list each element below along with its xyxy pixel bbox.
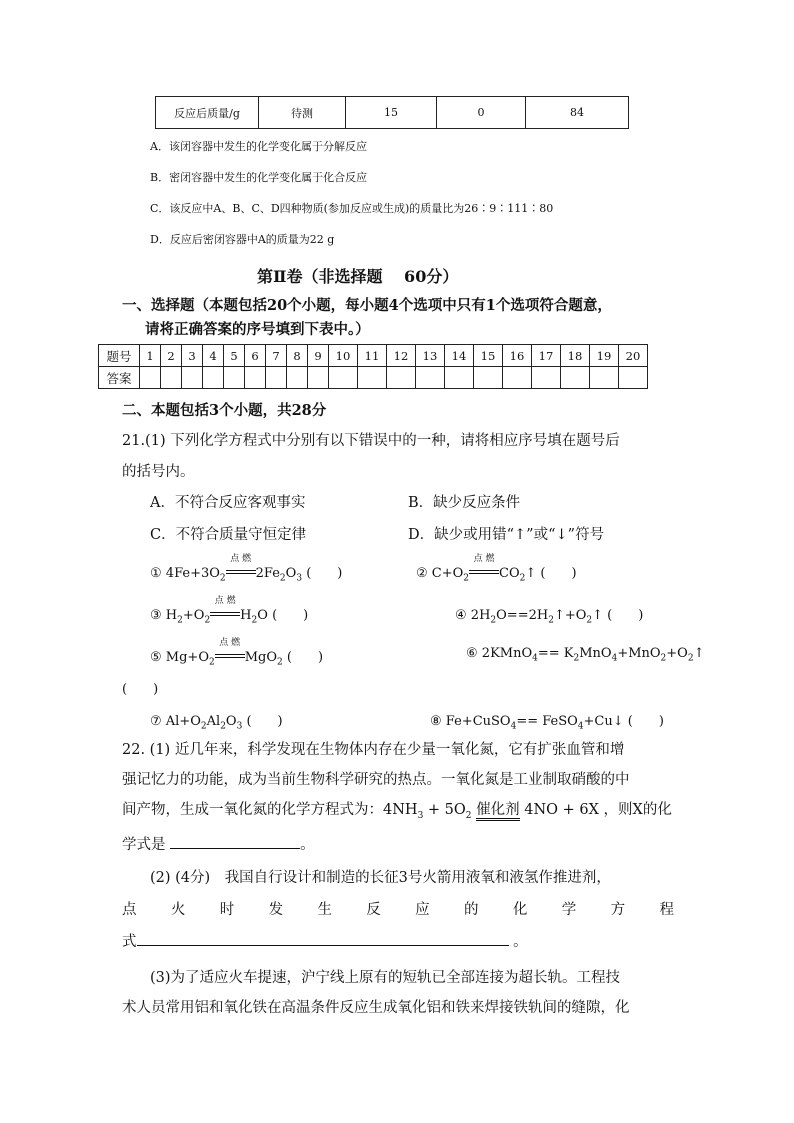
answer-cell[interactable]: [161, 367, 182, 389]
answer-cell[interactable]: [308, 367, 329, 389]
answer-label: 答案: [99, 367, 140, 389]
section2-heading: 二、本题包括3个小题，共28分: [122, 402, 327, 419]
answer-cell[interactable]: [358, 367, 387, 389]
answer-blank[interactable]: ( ): [607, 608, 644, 623]
number-label: 题号: [99, 345, 140, 367]
answer-blank[interactable]: [170, 833, 300, 849]
equation-4: ④ $2H_2O==2H_2↑+O_2↑$ ( ): [455, 608, 644, 626]
q22-p2-line2: 点 火 时 发 生 反 应 的 化 学 方 程: [122, 902, 674, 918]
reaction-condition: 点 燃: [469, 566, 499, 581]
question-number: 9: [308, 345, 329, 367]
table-cell: 待测: [259, 97, 346, 129]
reaction-condition: 点 燃: [215, 650, 245, 665]
question-number: 1: [140, 345, 161, 367]
question-number: 17: [532, 345, 561, 367]
q21-option-a: A．不符合反应客观事实: [150, 495, 306, 511]
answer-cell[interactable]: [203, 367, 224, 389]
answer-cell[interactable]: [224, 367, 245, 389]
equation-2: ② $C+O_2$ 点 燃 $CO_2↑$ ( ): [416, 554, 577, 584]
answer-blank[interactable]: [137, 930, 509, 946]
equation-3: ③ $H_2+O_2$ 点 燃 $H_2O$ ( ): [150, 596, 309, 626]
answer-cell[interactable]: [416, 367, 445, 389]
question-number: 10: [329, 345, 358, 367]
answer-number-row: [99, 345, 648, 367]
question-number: 15: [474, 345, 503, 367]
equation-8: ⑧ Fe+CuSO$_4$== FeSO$_4$+Cu↓ ( ): [430, 714, 664, 732]
answer-cell[interactable]: [445, 367, 474, 389]
answer-row: [99, 367, 648, 389]
table-cell: 84: [526, 97, 629, 129]
question-number: 7: [266, 345, 287, 367]
question-number: 3: [182, 345, 203, 367]
q21-option-b: B．缺少反应条件: [408, 495, 521, 511]
equation-6: ⑥ 2KMnO$_4$== $K_2MnO_4+MnO_2+O_2↑$: [466, 646, 705, 664]
answer-cell[interactable]: [329, 367, 358, 389]
answer-cell[interactable]: [245, 367, 266, 389]
option-a: A．该闭容器中发生的化学变化属于分解反应: [150, 140, 367, 153]
question-number: 2: [161, 345, 182, 367]
section1-line2: 请将正确答案的序号填到下表中。）: [145, 321, 370, 338]
question-number: 11: [358, 345, 387, 367]
q21-option-d: D．缺少或用错“↑”或“↓”符号: [408, 527, 605, 543]
answer-cell[interactable]: [532, 367, 561, 389]
answer-blank[interactable]: ( ): [627, 714, 664, 729]
q22-p3-line1: (3)为了适应火车提速，沪宁线上原有的短轨已全部连接为超长轨。工程技: [150, 970, 621, 986]
question-number: 12: [387, 345, 416, 367]
answer-cell[interactable]: [182, 367, 203, 389]
q21-line1: 21.(1) 下列化学方程式中分别有以下错误中的一种，请将相应序号填在题号后: [122, 433, 620, 449]
answer-blank[interactable]: ( ): [286, 650, 324, 665]
reaction-condition: 点 燃: [210, 608, 240, 623]
answer-blank[interactable]: ( ): [246, 714, 283, 729]
reaction-condition: 点 燃: [226, 566, 256, 581]
answer-cell[interactable]: [474, 367, 503, 389]
answer-cell[interactable]: [387, 367, 416, 389]
option-d: D．反应后密闭容器中A的质量为22 g: [150, 233, 335, 246]
equation-7: ⑦ $Al+O_2Al_2O_3$ ( ): [150, 714, 283, 732]
result-mass-table: [155, 96, 629, 129]
q21-option-c: C．不符合质量守恒定律: [150, 527, 307, 543]
question-number: 19: [590, 345, 619, 367]
row-label: 反应后质量/g: [156, 97, 259, 129]
q22-p2-line1: (2) (4分) 我国自行设计和制造的长征3号火箭用液氧和液氢作推进剂，: [150, 870, 611, 886]
question-number: 16: [503, 345, 532, 367]
table-cell: 0: [437, 97, 526, 129]
answer-cell[interactable]: [140, 367, 161, 389]
part2-title: 第Ⅱ卷（非选择题 60分）: [257, 267, 459, 286]
option-c: C．该反应中A、B、C、D四种物质(参加反应或生成)的质量比为26∶9∶111∶80: [150, 202, 554, 215]
question-number: 8: [287, 345, 308, 367]
q22-p1-line1: 22. (1) 近几年来，科学发现在生物体内存在少量一氧化氮，它有扩张血管和增: [122, 742, 625, 758]
table-cell: 15: [346, 97, 437, 129]
catalyst-condition: 催化剂: [476, 802, 520, 821]
equation-5: ⑤ $Mg+O_2$ 点 燃 MgO$_2$ ( ): [150, 638, 324, 668]
answer-cell[interactable]: [619, 367, 648, 389]
question-number: 4: [203, 345, 224, 367]
answer-cell[interactable]: [590, 367, 619, 389]
question-number: 5: [224, 345, 245, 367]
question-number: 6: [245, 345, 266, 367]
q22-p1-line2: 强记忆力的功能，成为当前生物科学研究的热点。一氧化氮是工业制取硝酸的中: [122, 772, 630, 788]
answer-blank[interactable]: ( ): [272, 608, 309, 623]
answer-cell[interactable]: [561, 367, 590, 389]
option-b: B．密闭容器中发生的化学变化属于化合反应: [150, 171, 368, 184]
question-number: 20: [619, 345, 648, 367]
question-number: 18: [561, 345, 590, 367]
q22-p3-line2: 术人员常用铝和氧化铁在高温条件反应生成氧化铝和铁来焊接铁轨间的缝隙，化: [122, 1000, 630, 1016]
answer-sheet-table: [98, 344, 648, 389]
answer-cell[interactable]: [287, 367, 308, 389]
question-number: 14: [445, 345, 474, 367]
equation-1: ① $4Fe+3O_2$ 点 燃 $2Fe_2O_3$ ( ): [150, 554, 343, 584]
answer-blank[interactable]: ( ): [122, 682, 159, 697]
q22-p2-line3: 式 。: [122, 930, 528, 951]
answer-cell[interactable]: [266, 367, 287, 389]
answer-cell[interactable]: [503, 367, 532, 389]
answer-blank[interactable]: ( ): [540, 566, 577, 581]
section1-line1: 一、选择题（本题包括20个小题，每小题4个选项中只有1个选项符合题意，: [122, 297, 612, 314]
table-row: [156, 97, 629, 129]
answer-blank[interactable]: ( ): [306, 566, 343, 581]
question-number: 13: [416, 345, 445, 367]
q21-line2: 的括号内。: [122, 464, 195, 480]
q22-p1-line3: 间产物，生成一氧化氮的化学方程式为：$4NH_3 + 5O_2$ 催化剂 4NO + 6X ，则X的化: [122, 802, 672, 821]
q22-p1-line4: 学式是 。: [122, 833, 315, 854]
